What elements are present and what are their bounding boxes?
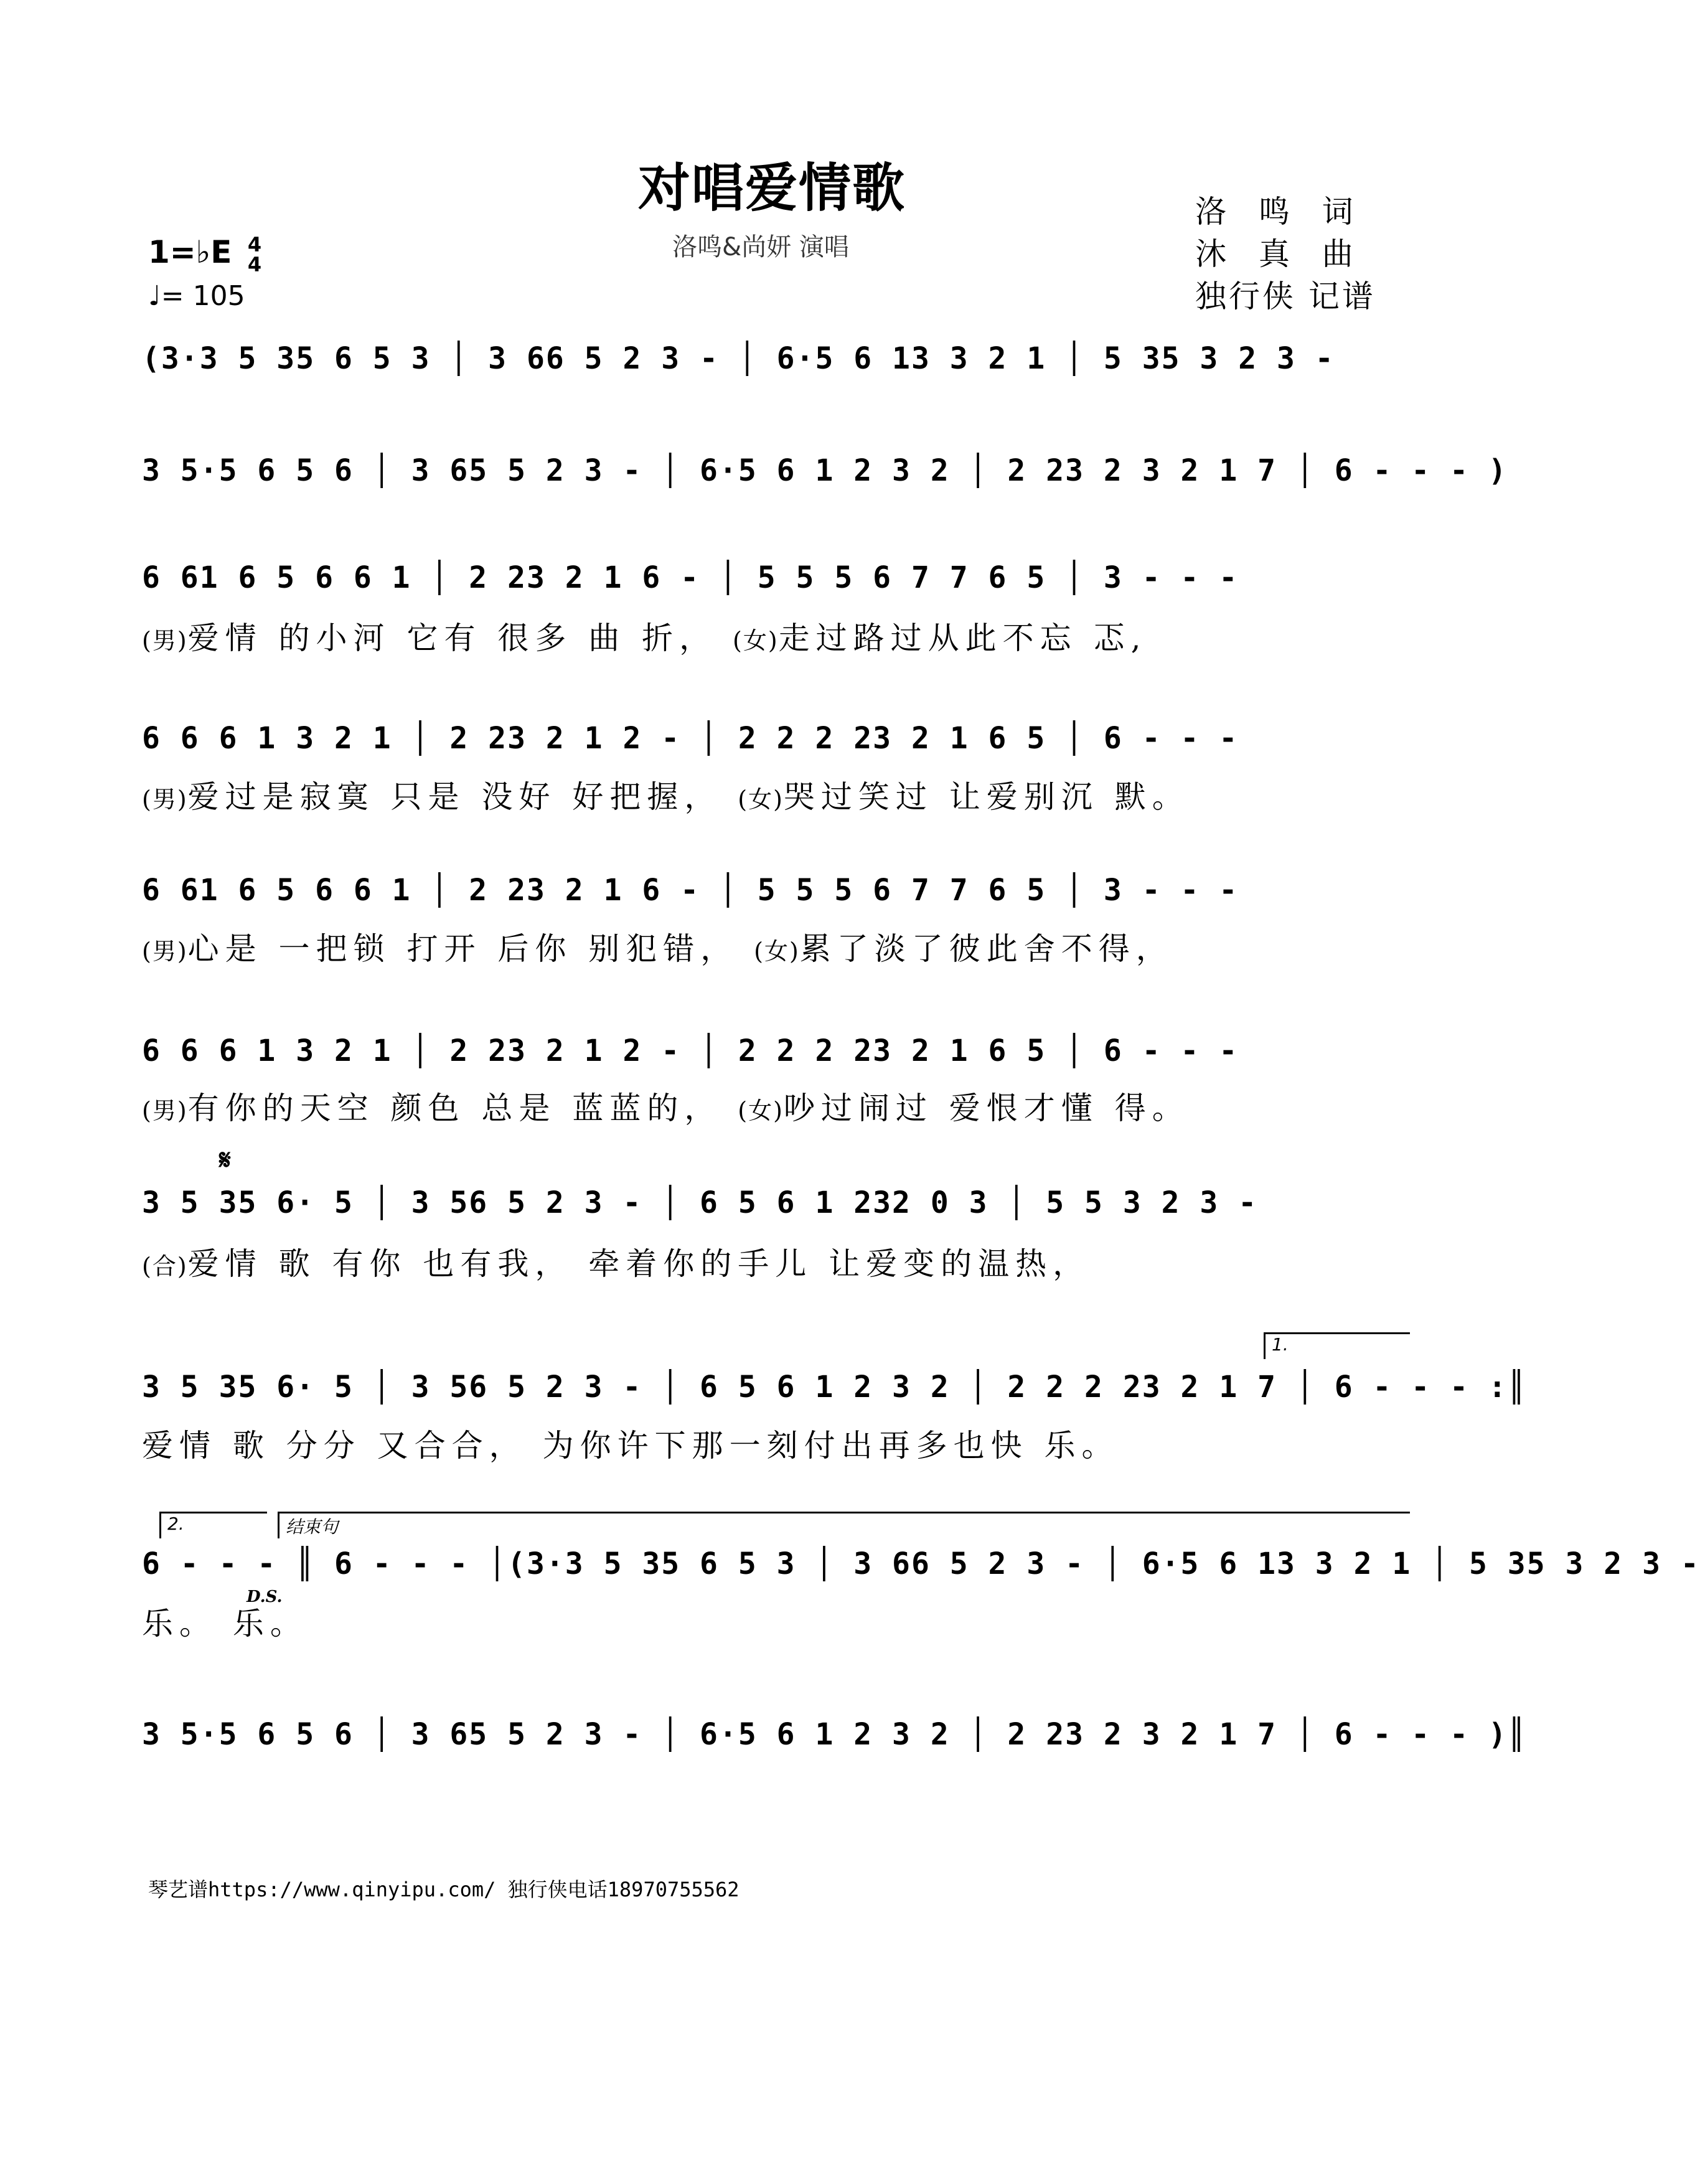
score-line-4: 6 6 6 1 3 2 1 │ 2 23 2 1 2 - │ 2 2 2 23 2 1 6 5 │ 6 - - -: [142, 721, 1239, 756]
score-line-2: 3 5·5 6 5 6 │ 3 65 5 2 3 - │ 6·5 6 1 2 3 2 │ 2 23 2 3 2 1 7 │ 6 - - - ): [142, 453, 1508, 488]
role-label: (男): [142, 786, 188, 813]
role-label: (女): [738, 1097, 784, 1124]
lyric-line-7: [142, 1239, 1406, 1284]
time-top: 4: [247, 232, 262, 257]
score-line-6: 6 6 6 1 3 2 1 │ 2 23 2 1 2 - │ 2 2 2 23 2 1 6 5 │ 6 - - -: [142, 1033, 1239, 1068]
score-line-8: 3 5 35 6· 5 │ 3 56 5 2 3 - │ 6 5 6 1 2 3 2 │ 2 2 2 23 2 1 7 │ 6 - - - :║: [142, 1370, 1527, 1405]
score-line-7: 3 5 35 6· 5 │ 3 56 5 2 3 - │ 6 5 6 1 232 0 3 │ 5 5 3 2 3 -: [142, 1185, 1258, 1220]
lyric-text: 牵着你的手儿 让爱变的温热，: [588, 1246, 1091, 1282]
key-label: 1=♭E: [148, 234, 232, 270]
lyric-text: 吵过闹过 爱恨才懂 得。: [783, 1090, 1190, 1126]
role-label: (女): [754, 938, 800, 965]
lyric-line-9: 乐。 乐。: [142, 1606, 308, 1642]
lyric-line-8: [142, 1421, 1406, 1466]
segno-sign: 𝄋: [219, 1144, 231, 1176]
tempo-marking: ♩= 105: [148, 280, 245, 312]
song-title: 对唱爱情歌: [637, 157, 906, 219]
lyric-text: 走过路过从此不忘 忑,: [778, 620, 1147, 656]
volta-1: 1.: [1264, 1332, 1410, 1359]
ending-marker: 结束句: [278, 1512, 1410, 1538]
lyric-text: 爱情 的小河 它有 很多 曲 折，: [187, 620, 717, 656]
composer-credit: 沐 真 曲: [1195, 236, 1364, 272]
lyric-text: 爱情 歌 分分 又合合，: [142, 1428, 527, 1464]
lyric-text: 爱过是寂寞 只是 没好 好把握，: [187, 779, 722, 815]
time-bottom: 4: [247, 252, 262, 276]
role-label: (合): [142, 1253, 188, 1280]
score-line-3: 6 61 6 5 6 6 1 │ 2 23 2 1 6 - │ 5 5 5 6 7 7 6 5 │ 3 - - -: [142, 560, 1239, 595]
role-label: (女): [733, 627, 779, 654]
lyric-text: 爱情 歌 有你 也有我，: [187, 1246, 573, 1282]
ds-marker: D.S.: [247, 1588, 283, 1606]
lyric-text: 有你的天空 颜色 总是 蓝蓝的，: [187, 1090, 722, 1126]
time-signature: [247, 232, 262, 276]
lyric-line-4: [142, 772, 1406, 817]
footer-source: 琴艺谱https://www.qinyipu.com/ 独行侠电话18970755562: [148, 1878, 740, 1901]
lyric-text: 累了淡了彼此舍不得，: [799, 931, 1173, 967]
score-line-10: 3 5·5 6 5 6 │ 3 65 5 2 3 - │ 6·5 6 1 2 3 2 │ 2 23 2 3 2 1 7 │ 6 - - - )║: [142, 1717, 1527, 1752]
key-signature: [148, 234, 261, 275]
lyric-text: 为你许下那一刻付出再多也快 乐。: [542, 1428, 1119, 1464]
transcriber-credit: 独行侠 记谱: [1195, 278, 1376, 314]
role-label: (女): [738, 786, 784, 813]
score-line-1: (3·3 5 35 6 5 3 │ 3 66 5 2 3 - │ 6·5 6 13 3 2 1 │ 5 35 3 2 3 -: [142, 341, 1335, 376]
role-label: (男): [142, 627, 188, 654]
lyric-text: 心是 一把锁 打开 后你 别犯错，: [187, 931, 738, 967]
lyric-line-5: [142, 924, 1406, 969]
score-line-9: 6 - - - ║ 6 - - - │(3·3 5 35 6 5 3 │ 3 66 5 2 3 - │ 6·5 6 13 3 2 1 │ 5 35 3 2 3 -: [142, 1546, 1700, 1581]
role-label: (男): [142, 1097, 188, 1124]
lyric-text: 哭过笑过 让爱别沉 默。: [783, 779, 1190, 815]
score-line-5: 6 61 6 5 6 6 1 │ 2 23 2 1 6 - │ 5 5 5 6 7 7 6 5 │ 3 - - -: [142, 873, 1239, 908]
lyric-line-6: [142, 1083, 1406, 1128]
role-label: (男): [142, 938, 188, 965]
volta-2: 2.: [159, 1512, 267, 1538]
singers: 洛鸣&尚妍 演唱: [672, 233, 849, 261]
lyric-line-3: [142, 613, 1406, 658]
lyricist-credit: 洛 鸣 词: [1195, 194, 1364, 230]
